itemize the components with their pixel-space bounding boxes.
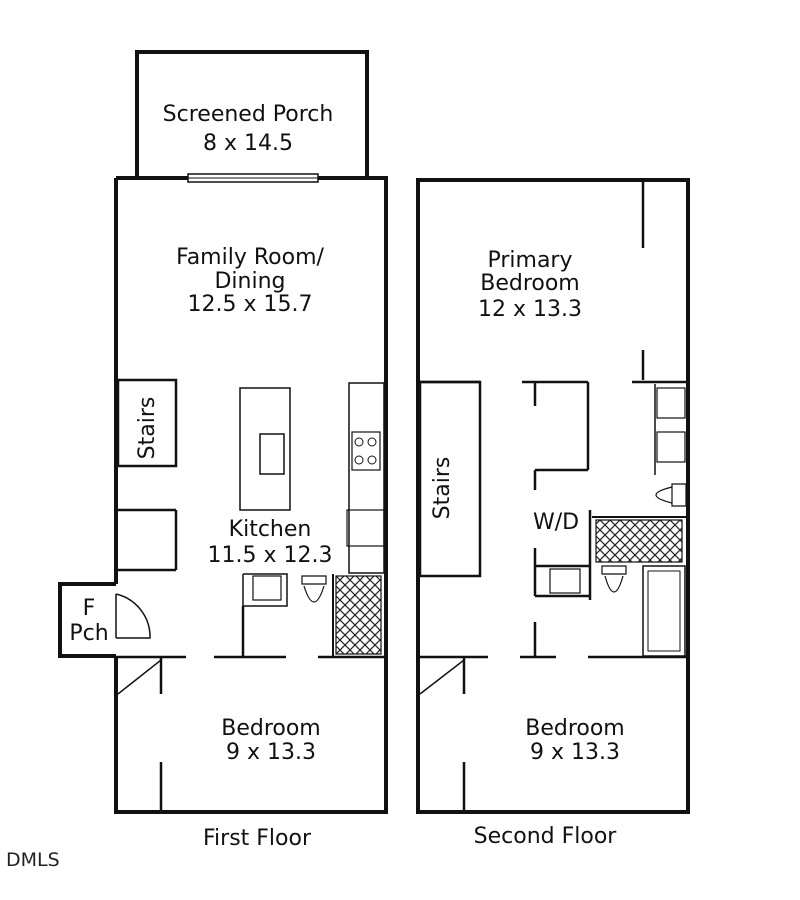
- primary-toilet: [656, 484, 686, 506]
- primary-bedroom-name-line1: Primary: [487, 248, 573, 273]
- kitchen-dims: 11.5 x 12.3: [207, 543, 333, 568]
- half-bath-sink: [253, 576, 281, 600]
- island-sink: [260, 434, 284, 474]
- primary-bedroom-name-line2: Bedroom: [480, 271, 580, 296]
- second-closet-door-swing: [420, 660, 464, 694]
- hall-bath-sink: [550, 569, 580, 593]
- second-floor: [418, 180, 688, 849]
- kitchen-island: [240, 388, 290, 510]
- cooktop: [352, 432, 380, 470]
- kitchen-counter: [349, 383, 384, 573]
- primary-bedroom-dims: 12 x 13.3: [478, 297, 582, 322]
- second-bedroom-dims: 9 x 13.3: [530, 740, 620, 765]
- vanity-sink-1: [657, 388, 685, 418]
- family-room-name-line2: Dining: [214, 269, 286, 294]
- front-porch-line2: Pch: [69, 621, 109, 646]
- mls-watermark: DMLS: [6, 849, 60, 871]
- half-bath-toilet: [302, 576, 326, 602]
- front-porch-line1: F: [82, 596, 96, 621]
- family-room-dims: 12.5 x 15.7: [187, 292, 313, 317]
- first-bedroom-dims: 9 x 13.3: [226, 740, 316, 765]
- half-bath-walls: [243, 574, 287, 606]
- second-stairs-label: Stairs: [430, 456, 455, 520]
- porch-dims: 8 x 14.5: [203, 131, 293, 156]
- second-floor-caption: Second Floor: [473, 824, 617, 849]
- first-floor-caption: First Floor: [202, 826, 312, 851]
- first-stairs-label: Stairs: [135, 396, 160, 460]
- vanity-sink-2: [657, 432, 685, 462]
- entry-door-swing: [116, 594, 150, 638]
- kitchen-name: Kitchen: [228, 517, 312, 542]
- refrigerator: [347, 510, 384, 546]
- half-bath-tile: [336, 576, 381, 654]
- first-bedroom-name: Bedroom: [221, 716, 321, 741]
- sliding-door: [188, 174, 318, 182]
- closet-door-swing: [118, 660, 161, 694]
- bathtub: [643, 566, 685, 656]
- second-bedroom-name: Bedroom: [525, 716, 625, 741]
- first-floor: [60, 52, 386, 851]
- laundry-label: W/D: [532, 510, 580, 535]
- bath-tile: [596, 520, 682, 562]
- hall-bath-toilet: [602, 566, 626, 592]
- family-room-name-line1: Family Room/: [176, 245, 324, 270]
- porch-name: Screened Porch: [162, 102, 334, 127]
